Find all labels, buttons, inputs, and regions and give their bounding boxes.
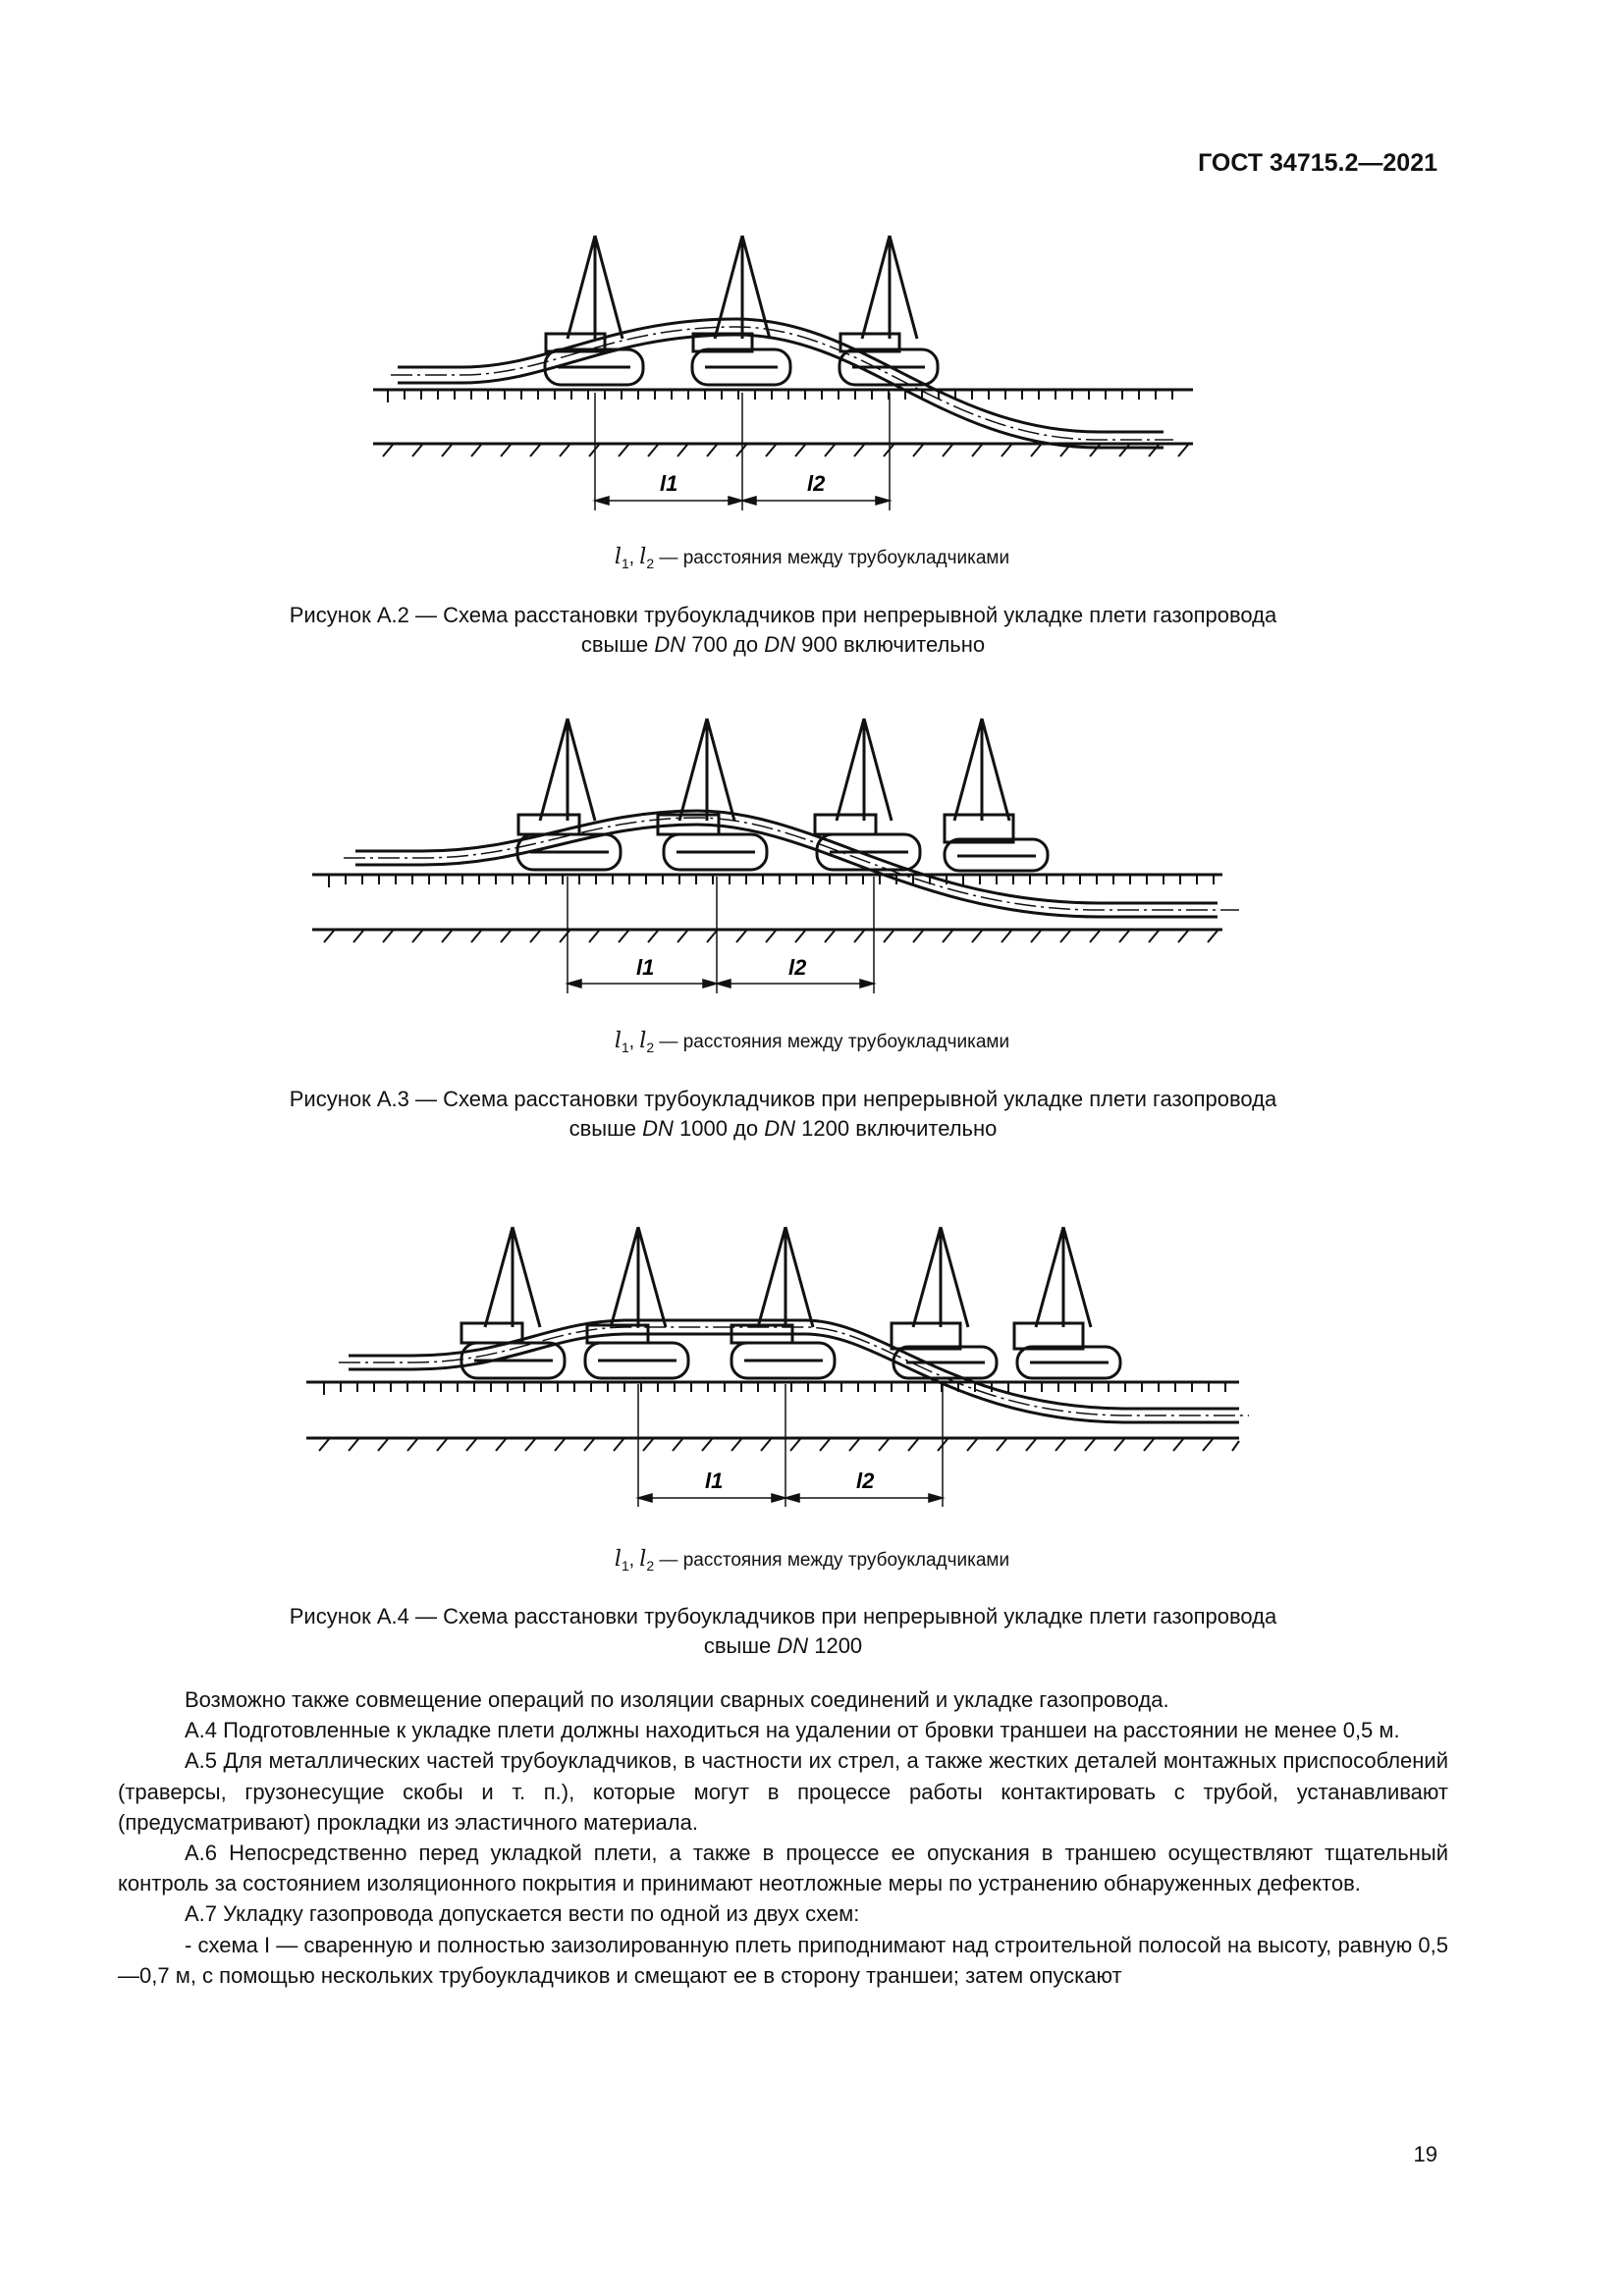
paragraph: А.4 Подготовленные к укладке плети должны находиться на удалении от бровки траншеи на расстоянии не менее 0,5 м. (185, 1718, 1400, 1743)
paragraph: - схема I — сваренную и полностью заизолированную плеть приподнимают над строительной полосой на высоту, равную 0,5—0,7 м, с помощью нескольких трубоукладчиков и смещают ее в сторону траншеи; затем опускают (118, 1932, 1448, 1988)
figure-a3-diagram (0, 707, 1624, 1021)
figure-a4-legend: $l_1$, $l_2$ — расстояния между трубоукладчиками (614, 1547, 1010, 1574)
body-text (118, 1684, 1448, 1991)
figure-a2-caption: Рисунок А.2 — Схема расстановки трубоукладчиков при непрерывной укладке плети газопровода свыше DN 700 до DN 900 включительно (289, 603, 1277, 657)
dimension-label-l1: l1 (705, 1468, 724, 1493)
dimension-label-l2: l2 (856, 1468, 875, 1493)
figure-a4-caption: Рисунок А.4 — Схема расстановки трубоукладчиков при непрерывной укладке плети газопровода свыше DN 1200 (289, 1604, 1277, 1658)
figure-a2-diagram (0, 216, 1624, 520)
page-number: 19 (1413, 2142, 1437, 2166)
figure-a4-diagram (0, 1217, 1624, 1512)
dimension-label-l2: l2 (807, 471, 826, 496)
paragraph: А.7 Укладку газопровода допускается вести по одной из двух схем: (185, 1901, 860, 1927)
paragraph: Возможно также совмещение операций по изоляции сварных соединений и укладке газопровода. (185, 1687, 1169, 1712)
figure-a3-legend: $l_1$, $l_2$ — расстояния между трубоукладчиками (614, 1029, 1010, 1055)
paragraph: А.5 Для металлических частей трубоукладчиков, в частности их стрел, а также жестких деталей монтажных приспособлений (траверсы, грузонесущие скобы и т. п.), которые могут в процессе работы контактировать с трубой, устанавливают (предусматривают) прокладки из эластичного материала. (118, 1748, 1448, 1835)
figure-a2-legend: $l_1$, $l_2$ — расстояния между трубоукладчиками (614, 545, 1010, 571)
figure-a3-caption: Рисунок А.3 — Схема расстановки трубоукладчиков при непрерывной укладке плети газопровода свыше DN 1000 до DN 1200 включительно (289, 1087, 1277, 1141)
document-header: ГОСТ 34715.2—2021 (1198, 149, 1437, 177)
paragraph: А.6 Непосредственно перед укладкой плети, а также в процессе ее опускания в траншею осуществляют тщательный контроль за состоянием изоляционного покрытия и принимают неотложные меры по устранению обнаруженных дефектов. (118, 1841, 1448, 1896)
dimension-label-l1: l1 (636, 955, 655, 980)
dimension-label-l2: l2 (788, 955, 807, 980)
dimension-label-l1: l1 (660, 471, 678, 496)
